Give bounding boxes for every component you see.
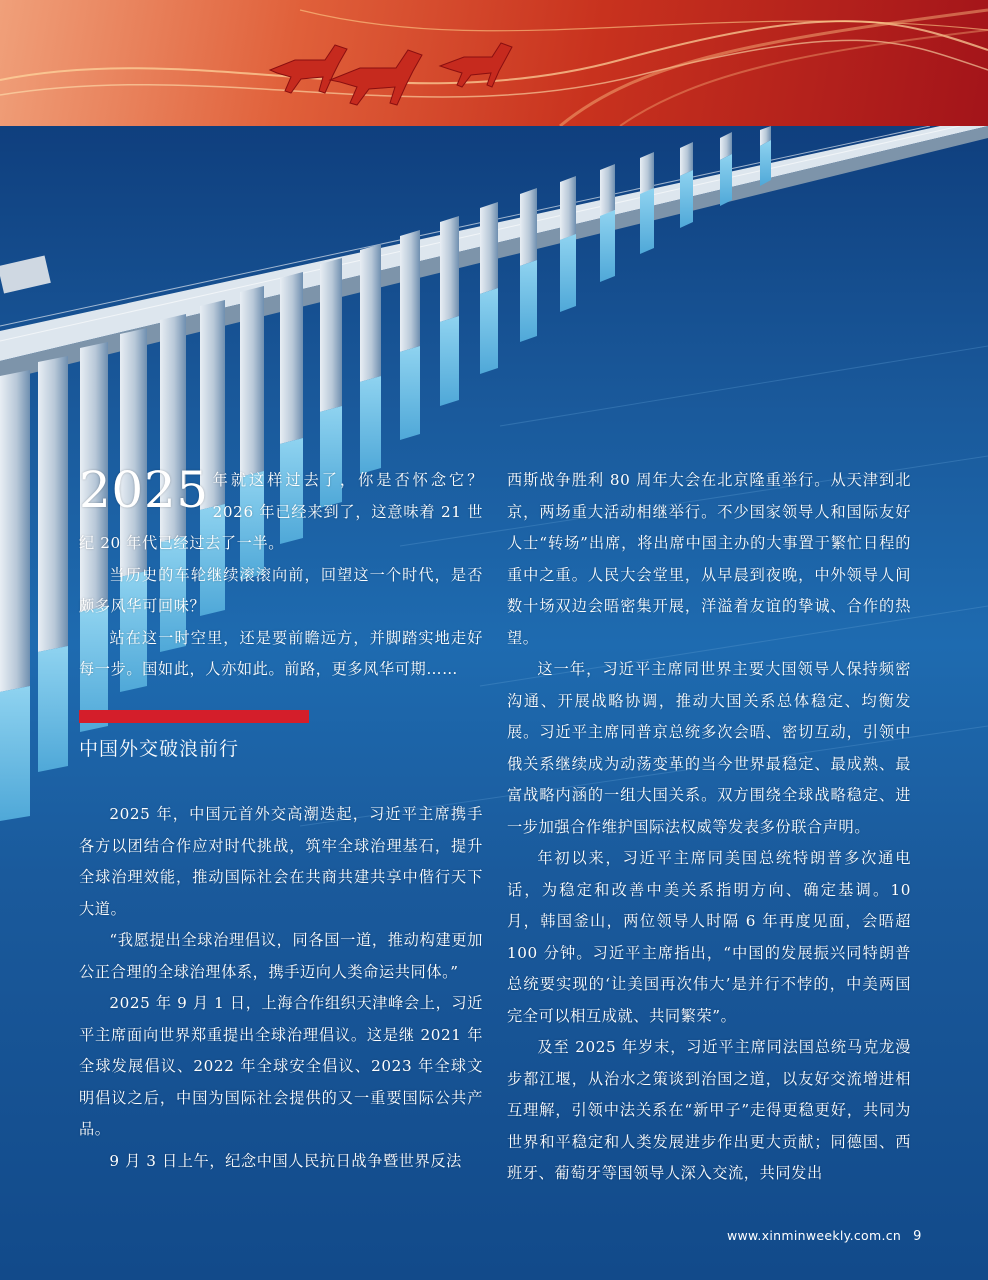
right-paragraph-3: 及至 2025 年岁末，习近平主席同法国总统马克龙漫步都江堰，从治水之策谈到治国之道，以友好交流增进相互理解，引领中法关系在“新甲子”走得更稳更好，共同为世界和平稳定和人类发展进步作出更大贡献；同德国、西班牙、葡萄牙等国领导人深入交流，共同发出 [507,1038,911,1182]
intro-paragraph-1 [79,461,483,560]
big-year: 2025 [79,461,209,519]
page-footer [727,1228,922,1244]
intro-paragraph-2: 当历史的车轮继续滚滚向前，回望这一个时代，是否颇多风华可回味？ [79,565,483,615]
right-continuation: 西斯战争胜利 80 周年大会在北京隆重举行。从天津到北京，两场重大活动相继举行。不少国家领导人和国际友好人士“转场”出席，将出席中国主办的大事置于繁忙日程的重中之重。人民大会堂里，从早晨到夜晚，中外领导人间数十场双边会晤密集开展，洋溢着友谊的挚诚、合作的热望。 [507,471,911,647]
left-paragraph-2: “我愿提出全球治理倡议，同各国一道，推动构建更加公正合理的全球治理体系，携手迈向人类命运共同体。” [79,931,483,981]
website-url: www.xinminweekly.com.cn [727,1228,902,1243]
banner-art [0,0,988,126]
section-red-bar [79,710,309,723]
page-number: 9 [913,1229,922,1244]
intro-block [79,461,483,686]
left-paragraph-3: 2025 年 9 月 1 日，上海合作组织天津峰会上，习近平主席面向世界郑重提出全球治理倡议。这是继 2021 年全球发展倡议、2022 年全球安全倡议、2023 年全球文明倡议之后，中国为国际社会提供的又一重要国际公共产品。 [79,994,483,1138]
right-paragraph-1: 这一年，习近平主席同世界主要大国领导人保持频密沟通、开展战略协调，推动大国关系总体稳定、均衡发展。习近平主席同普京总统多次会晤、密切互动，引领中俄关系继续成为动荡变革的当今世界最稳定、最成熟、最富战略内涵的一组大国关系。双方围绕全球战略稳定、进一步加强合作维护国际法权威等发表多份联合声明。 [507,660,911,836]
section-heading: 中国外交破浪前行 [79,738,240,760]
intro-p1-text: 年就这样过去了，你是否怀念它？2026 年已经来到了，这意味着 21 世纪 20 年代已经过去了一半。 [79,471,483,552]
left-paragraph-1: 2025 年，中国元首外交高潮迭起，习近平主席携手各方以团结合作应对时代挑战，筑牢全球治理基石，提升全球治理效能，推动国际社会在共商共建共享中偕行天下大道。 [79,805,483,918]
right-paragraph-2: 年初以来，习近平主席同美国总统特朗普多次通电话，为稳定和改善中美关系指明方向、确定基调。10 月，韩国釜山，两位领导人时隔 6 年再度见面，会晤超 100 分钟。习近平主席指出，“中国的发展振兴同特朗普总统要实现的‘让美国再次伟大’是并行不悖的，中美两国完全可以相互成就、共同繁荣”。 [507,849,911,1025]
left-paragraph-4: 9 月 3 日上午，纪念中国人民抗日战争暨世界反法 [109,1151,462,1170]
left-column [79,799,483,1177]
intro-paragraph-3: 站在这一时空里，还是要前瞻远方，并脚踏实地走好每一步。国如此，人亦如此。前路，更多风华可期…… [79,628,483,678]
top-banner [0,0,988,126]
right-column [507,465,911,1190]
